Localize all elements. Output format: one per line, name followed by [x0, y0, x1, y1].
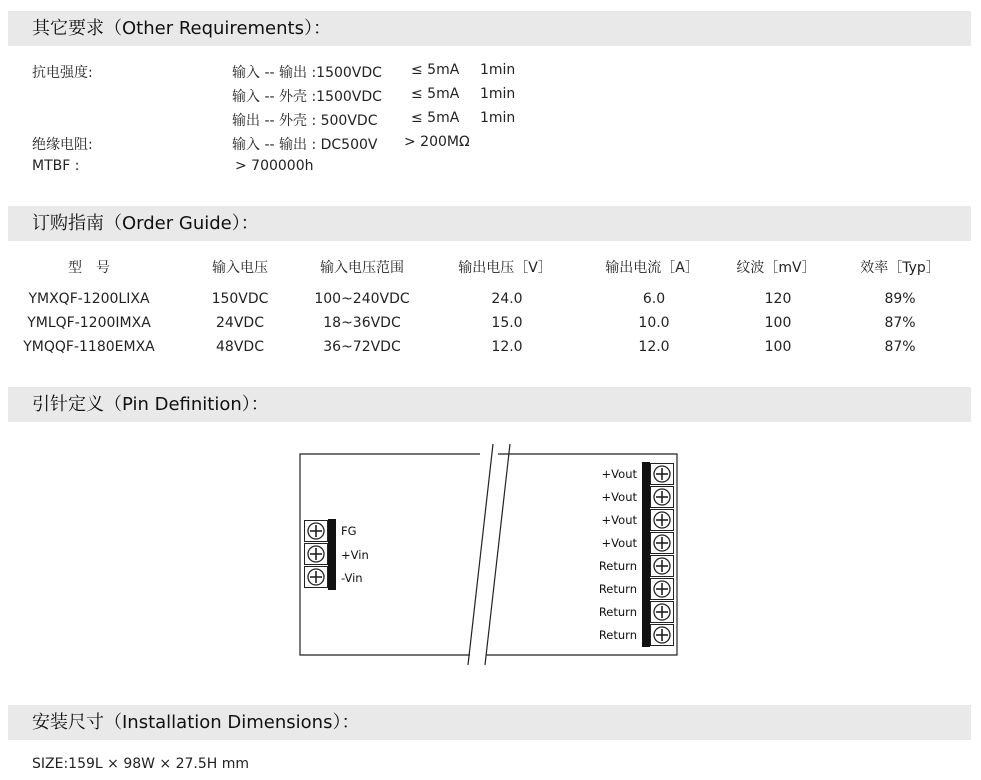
- col-header: 纹波［mV］: [736, 260, 816, 276]
- size-spec: SIZE:159L × 98W × 27.5H mm: [32, 756, 250, 772]
- pin-label-vin-minus: -Vin: [341, 571, 363, 585]
- terminal-screw-icon: [650, 578, 674, 600]
- table-cell: YMXQF-1200LIXA: [28, 291, 150, 307]
- pin-label-fg: FG: [341, 524, 357, 538]
- req-value: > 700000h: [235, 158, 314, 174]
- table-cell: 10.0: [638, 315, 670, 331]
- req-value: 输入 -- 外壳 :1500VDC: [232, 89, 382, 105]
- pin-label-vin-plus: +Vin: [341, 548, 369, 562]
- terminal-screw-icon: [304, 543, 328, 565]
- table-cell: 6.0: [642, 291, 666, 307]
- table-cell: 150VDC: [211, 291, 269, 307]
- table-cell: 24.0: [491, 291, 523, 307]
- req-label: 抗电强度:: [32, 65, 93, 81]
- req-label: MTBF :: [32, 158, 80, 174]
- pin-label-vout-plus: +Vout: [601, 536, 637, 550]
- right-terminal-strip: [642, 462, 650, 647]
- table-cell: 120: [764, 291, 792, 307]
- col-header: 输出电流［A］: [605, 260, 699, 276]
- section-title-pin-definition: 引针定义（Pin Definition）：: [32, 394, 269, 415]
- table-cell: 12.0: [638, 339, 670, 355]
- terminal-screw-icon: [304, 566, 328, 588]
- col-header: 型 号: [68, 260, 110, 276]
- col-header: 输出电压［V］: [458, 260, 552, 276]
- table-cell: 89%: [884, 291, 916, 307]
- col-header: 效率［Typ］: [860, 260, 940, 276]
- terminal-screw-icon: [650, 486, 674, 508]
- terminal-screw-icon: [650, 624, 674, 646]
- pin-label-vout-plus: +Vout: [601, 467, 637, 481]
- pin-label-vout-plus: +Vout: [601, 513, 637, 527]
- req-value: 输入 -- 输出 :1500VDC: [232, 65, 382, 81]
- req-time: 1min: [480, 86, 516, 102]
- table-cell: 100: [764, 339, 792, 355]
- section-title-other-requirements: 其它要求（Other Requirements）：: [32, 18, 331, 39]
- left-terminal-strip: [328, 519, 336, 590]
- req-current: ≤ 5mA: [411, 86, 460, 102]
- pin-label-return: Return: [598, 582, 637, 596]
- req-value: 输入 -- 输出 : DC500V: [232, 137, 378, 153]
- req-resistance: > 200MΩ: [404, 134, 470, 150]
- req-time: 1min: [480, 110, 516, 126]
- table-cell: 100~240VDC: [314, 291, 410, 307]
- req-time: 1min: [480, 62, 516, 78]
- section-title-installation: 安装尺寸（Installation Dimensions）：: [32, 712, 360, 733]
- pin-label-vout-plus: +Vout: [601, 490, 637, 504]
- req-current: ≤ 5mA: [411, 110, 460, 126]
- terminal-screw-icon: [650, 509, 674, 531]
- table-cell: 36~72VDC: [323, 339, 401, 355]
- terminal-screw-icon: [650, 601, 674, 623]
- table-cell: 48VDC: [216, 339, 264, 355]
- req-label: 绝缘电阻:: [32, 137, 93, 153]
- table-cell: 12.0: [491, 339, 523, 355]
- pin-label-return: Return: [598, 628, 637, 642]
- terminal-screw-icon: [650, 463, 674, 485]
- terminal-screw-icon: [304, 520, 328, 542]
- table-cell: 87%: [884, 339, 916, 355]
- col-header: 输入电压范围: [320, 260, 404, 276]
- terminal-screw-icon: [650, 555, 674, 577]
- table-cell: YMLQF-1200IMXA: [27, 315, 151, 331]
- section-title-order-guide: 订购指南（Order Guide）：: [32, 213, 259, 234]
- req-value: 输出 -- 外壳 : 500VDC: [232, 113, 378, 129]
- table-cell: 87%: [884, 315, 916, 331]
- terminal-screw-icon: [650, 532, 674, 554]
- table-cell: 15.0: [491, 315, 523, 331]
- table-cell: 18~36VDC: [323, 315, 401, 331]
- col-header: 输入电压: [212, 260, 268, 276]
- table-cell: YMQQF-1180EMXA: [23, 339, 155, 355]
- pin-label-return: Return: [598, 559, 637, 573]
- req-current: ≤ 5mA: [411, 62, 460, 78]
- pin-label-return: Return: [598, 605, 637, 619]
- table-cell: 24VDC: [216, 315, 264, 331]
- table-cell: 100: [764, 315, 792, 331]
